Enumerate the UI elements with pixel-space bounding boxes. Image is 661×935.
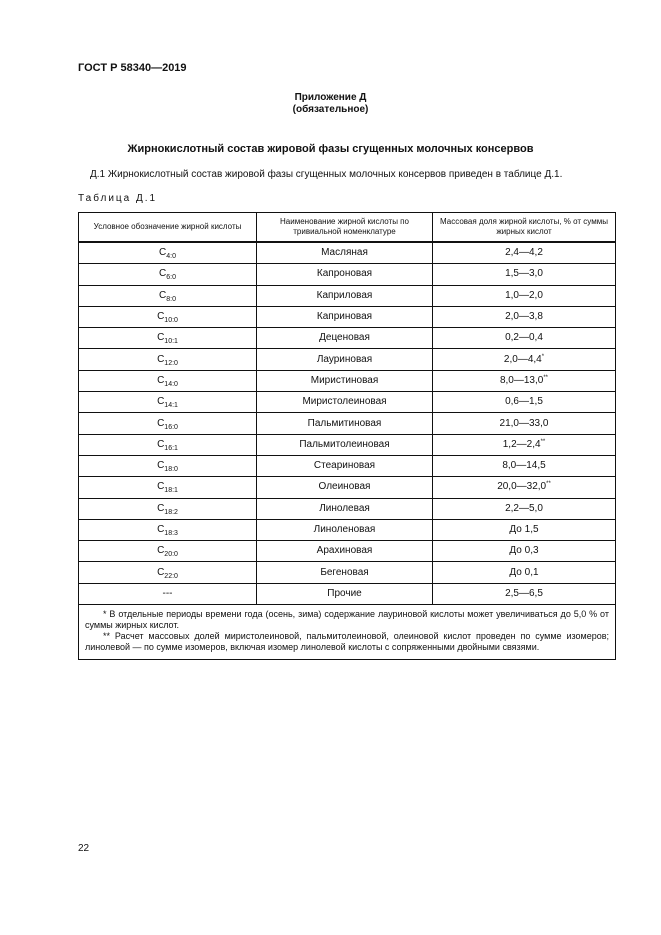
acid-value-text: 0,6—1,5 bbox=[505, 396, 543, 408]
table-row bbox=[79, 370, 616, 391]
acid-value-text: 1,2—2,4 bbox=[502, 438, 541, 450]
acid-value bbox=[433, 434, 616, 455]
table-notes bbox=[79, 605, 616, 660]
acid-symbol-base: C bbox=[157, 438, 165, 450]
acid-name: Пальмитолеиновая bbox=[257, 434, 433, 455]
table-row bbox=[79, 413, 616, 434]
acid-symbol bbox=[79, 519, 257, 540]
acid-value-text: 20,0—32,0 bbox=[497, 481, 547, 493]
acid-symbol-subscript: 14:0 bbox=[164, 380, 178, 388]
acid-symbol-subscript: 18:1 bbox=[164, 487, 178, 495]
acid-symbol bbox=[79, 392, 257, 413]
acid-symbol bbox=[79, 306, 257, 327]
acid-symbol-subscript: 6:0 bbox=[166, 274, 176, 282]
acid-symbol bbox=[79, 583, 257, 604]
acid-name: Пальмитиновая bbox=[257, 413, 433, 434]
appendix-title: Приложение Д bbox=[294, 92, 367, 103]
footnote-2: ** Расчет массовых долей миристолеиновой, пальмитолеиновой, олеиновой кислот проведен по сумме изомеров; линолевой — по сумме изомеров, включая изомер линолевой кислоты с сопряженными двойными связями. bbox=[85, 631, 609, 653]
acid-symbol-base: C bbox=[159, 247, 167, 259]
acid-value-text: 2,0—3,8 bbox=[505, 311, 543, 323]
acid-symbol-base: C bbox=[157, 566, 165, 578]
acid-symbol-subscript: 14:1 bbox=[164, 402, 178, 410]
acid-symbol-base: C bbox=[157, 502, 165, 514]
acid-value bbox=[433, 285, 616, 306]
acid-value bbox=[433, 498, 616, 519]
table-header-row bbox=[79, 213, 616, 243]
acid-symbol bbox=[79, 434, 257, 455]
acid-name: Линоленовая bbox=[257, 519, 433, 540]
acid-name: Миристиновая bbox=[257, 370, 433, 391]
acid-name: Олеиновая bbox=[257, 477, 433, 498]
acid-symbol-subscript: 22:0 bbox=[164, 572, 178, 580]
page-number: 22 bbox=[78, 843, 90, 854]
acid-symbol-subscript: 18:2 bbox=[164, 508, 178, 516]
acid-symbol-base: C bbox=[157, 524, 165, 535]
acid-symbol bbox=[79, 541, 257, 562]
acid-value-text: 2,5—6,5 bbox=[505, 587, 543, 599]
fatty-acid-table bbox=[78, 212, 616, 660]
acid-name: Масляная bbox=[257, 242, 433, 264]
footnote-1: * В отдельные периоды времени года (осень, зима) содержание лауриновой кислоты может увеличиваться до 5,0 % от суммы жирных кислот. bbox=[85, 609, 609, 631]
acid-symbol-base: C bbox=[157, 417, 165, 429]
acid-name: Прочие bbox=[257, 583, 433, 604]
footnote-mark: * bbox=[541, 353, 545, 360]
acid-symbol bbox=[79, 285, 257, 306]
appendix-status: (обязательное) bbox=[292, 104, 369, 115]
acid-value-text: 8,0—14,5 bbox=[502, 460, 546, 472]
table-row bbox=[79, 242, 616, 264]
acid-name: Линолевая bbox=[257, 498, 433, 519]
acid-value bbox=[433, 328, 616, 349]
acid-symbol bbox=[79, 264, 257, 285]
acid-symbol bbox=[79, 477, 257, 498]
acid-value-text: До 0,3 bbox=[509, 545, 539, 557]
acid-symbol-base: C bbox=[157, 396, 165, 408]
acid-symbol-base: C bbox=[157, 311, 165, 323]
acid-symbol-base: C bbox=[157, 545, 165, 557]
table-row bbox=[79, 498, 616, 519]
acid-symbol-base: C bbox=[159, 268, 167, 280]
table-row bbox=[79, 392, 616, 413]
acid-symbol bbox=[79, 328, 257, 349]
acid-symbol-subscript: 12:0 bbox=[164, 359, 178, 367]
acid-value-text: 2,4—4,2 bbox=[505, 247, 543, 259]
acid-value-text: 2,2—5,0 bbox=[505, 502, 543, 514]
acid-symbol-base: --- bbox=[162, 587, 173, 599]
table-row bbox=[79, 541, 616, 562]
header-name: Наименование жирной кислоты по тривиальной номенклатуре bbox=[257, 213, 433, 243]
table-body bbox=[79, 242, 616, 605]
table-row bbox=[79, 583, 616, 604]
acid-value-text: 21,0—33,0 bbox=[499, 417, 549, 429]
acid-symbol-subscript: 20:0 bbox=[164, 551, 178, 559]
acid-symbol-subscript: 18:0 bbox=[164, 466, 178, 474]
intro-paragraph: Д.1 Жирнокислотный состав жировой фазы сгущенных молочных консервов приведен в таблице Д.1. bbox=[90, 169, 563, 180]
acid-value-text: 2,0—4,4 bbox=[503, 353, 542, 365]
table-row bbox=[79, 264, 616, 285]
footnote-mark: ** bbox=[543, 374, 549, 381]
table-row bbox=[79, 434, 616, 455]
acid-value bbox=[433, 477, 616, 498]
acid-name: Арахиновая bbox=[257, 541, 433, 562]
acid-value bbox=[433, 370, 616, 391]
acid-value bbox=[433, 349, 616, 370]
acid-value-text: 0,2—0,4 bbox=[505, 332, 543, 344]
acid-value bbox=[433, 242, 616, 264]
acid-symbol-base: C bbox=[159, 289, 167, 301]
acid-symbol-subscript: 18:3 bbox=[164, 530, 178, 537]
acid-value bbox=[433, 583, 616, 604]
acid-value-text: До 1,5 bbox=[509, 524, 539, 535]
table-row bbox=[79, 349, 616, 370]
table-row bbox=[79, 328, 616, 349]
table-row bbox=[79, 562, 616, 583]
acid-name: Каприловая bbox=[257, 285, 433, 306]
table-row bbox=[79, 306, 616, 327]
acid-symbol-base: C bbox=[157, 353, 165, 365]
table-caption: Таблица Д.1 bbox=[78, 193, 158, 204]
acid-symbol-subscript: 10:1 bbox=[164, 338, 178, 346]
acid-value bbox=[433, 562, 616, 583]
acid-value bbox=[433, 392, 616, 413]
acid-name: Капроновая bbox=[257, 264, 433, 285]
acid-name: Стеариновая bbox=[257, 455, 433, 476]
acid-value-text: 8,0—13,0 bbox=[499, 374, 544, 386]
notes-row bbox=[79, 605, 616, 660]
acid-symbol-subscript: 4:0 bbox=[166, 253, 176, 261]
acid-value bbox=[433, 541, 616, 562]
footnote-mark: ** bbox=[540, 438, 546, 445]
table-row bbox=[79, 519, 616, 540]
acid-value-text: 1,0—2,0 bbox=[505, 289, 543, 301]
acid-symbol bbox=[79, 370, 257, 391]
acid-symbol-subscript: 16:1 bbox=[164, 444, 178, 452]
acid-value bbox=[433, 306, 616, 327]
acid-symbol-base: C bbox=[157, 374, 165, 386]
acid-symbol-subscript: 16:0 bbox=[164, 423, 178, 431]
table-row bbox=[79, 285, 616, 306]
acid-symbol bbox=[79, 413, 257, 434]
acid-symbol-base: C bbox=[157, 481, 165, 493]
acid-symbol-base: C bbox=[157, 460, 165, 472]
acid-symbol bbox=[79, 242, 257, 264]
acid-name: Миристолеиновая bbox=[257, 392, 433, 413]
table-row bbox=[79, 455, 616, 476]
acid-value-text: 1,5—3,0 bbox=[505, 268, 543, 280]
acid-symbol bbox=[79, 498, 257, 519]
acid-value bbox=[433, 413, 616, 434]
acid-name: Лауриновая bbox=[257, 349, 433, 370]
document-header: ГОСТ Р 58340—2019 bbox=[78, 62, 187, 74]
appendix-heading bbox=[0, 92, 661, 116]
acid-symbol bbox=[79, 349, 257, 370]
acid-value bbox=[433, 455, 616, 476]
header-symbol: Условное обозначение жирной кислоты bbox=[79, 213, 257, 243]
acid-name: Бегеновая bbox=[257, 562, 433, 583]
acid-symbol-subscript: 10:0 bbox=[164, 317, 178, 325]
acid-symbol bbox=[79, 562, 257, 583]
acid-value-text: До 0,1 bbox=[509, 566, 539, 578]
table-row bbox=[79, 477, 616, 498]
acid-value bbox=[433, 264, 616, 285]
acid-symbol-base: C bbox=[157, 332, 165, 344]
header-value: Массовая доля жирной кислоты, % от суммы жирных кислот bbox=[433, 213, 616, 243]
acid-value bbox=[433, 519, 616, 540]
acid-name: Каприновая bbox=[257, 306, 433, 327]
footnote-mark: ** bbox=[546, 481, 551, 488]
section-title: Жирнокислотный состав жировой фазы сгущенных молочных консервов bbox=[127, 143, 534, 155]
acid-symbol-subscript: 8:0 bbox=[166, 295, 176, 303]
acid-name: Деценовая bbox=[257, 328, 433, 349]
acid-symbol bbox=[79, 455, 257, 476]
